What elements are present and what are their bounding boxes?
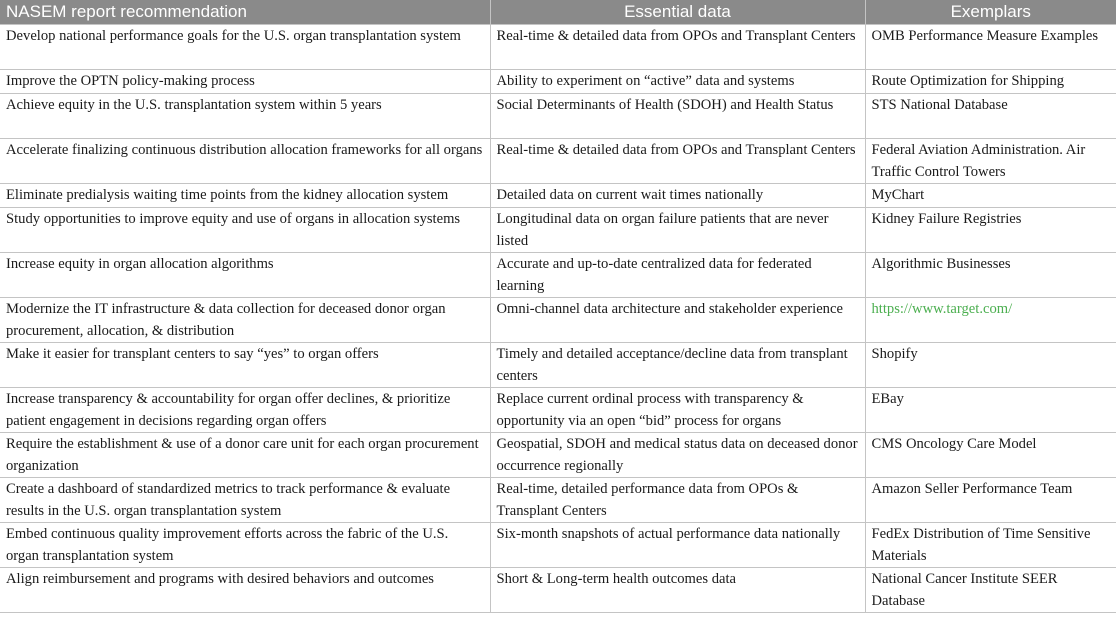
- essential-data-cell: Accurate and up-to-date centralized data for federated learning: [490, 253, 865, 298]
- header-essential-data: Essential data: [490, 0, 865, 25]
- recommendation-cell: Align reimbursement and programs with desired behaviors and outcomes: [0, 568, 490, 613]
- essential-data-cell: Geospatial, SDOH and medical status data on deceased donor occurrence regionally: [490, 433, 865, 478]
- header-row: [0, 0, 1116, 25]
- essential-data-cell: Real-time & detailed data from OPOs and Transplant Centers: [490, 25, 865, 70]
- recommendation-cell: Increase equity in organ allocation algorithms: [0, 253, 490, 298]
- exemplar-cell: Route Optimization for Shipping: [865, 70, 1116, 94]
- exemplar-cell: National Cancer Institute SEER Database: [865, 568, 1116, 613]
- table-row: [0, 139, 1116, 184]
- exemplar-cell: [865, 298, 1116, 343]
- exemplar-cell: FedEx Distribution of Time Sensitive Materials: [865, 523, 1116, 568]
- recommendation-cell: Improve the OPTN policy-making process: [0, 70, 490, 94]
- table-body: [0, 25, 1116, 613]
- header-recommendation: NASEM report recommendation: [0, 0, 490, 25]
- essential-data-cell: Detailed data on current wait times nationally: [490, 184, 865, 208]
- essential-data-cell: Short & Long-term health outcomes data: [490, 568, 865, 613]
- exemplar-cell: OMB Performance Measure Examples: [865, 25, 1116, 70]
- exemplar-cell: STS National Database: [865, 94, 1116, 139]
- exemplar-cell: Kidney Failure Registries: [865, 208, 1116, 253]
- recommendation-cell: Require the establishment & use of a donor care unit for each organ procurement organization: [0, 433, 490, 478]
- exemplar-cell: Federal Aviation Administration. Air Traffic Control Towers: [865, 139, 1116, 184]
- exemplar-cell: Amazon Seller Performance Team: [865, 478, 1116, 523]
- table-row: [0, 343, 1116, 388]
- header-exemplars: Exemplars: [865, 0, 1116, 25]
- table-row: [0, 70, 1116, 94]
- essential-data-cell: Social Determinants of Health (SDOH) and Health Status: [490, 94, 865, 139]
- essential-data-cell: Timely and detailed acceptance/decline data from transplant centers: [490, 343, 865, 388]
- table-row: [0, 94, 1116, 139]
- recommendation-cell: Embed continuous quality improvement efforts across the fabric of the U.S. organ transplantation system: [0, 523, 490, 568]
- recommendation-cell: Eliminate predialysis waiting time points from the kidney allocation system: [0, 184, 490, 208]
- essential-data-cell: Six-month snapshots of actual performance data nationally: [490, 523, 865, 568]
- recommendation-cell: Create a dashboard of standardized metrics to track performance & evaluate results in the U.S. organ transplantation system: [0, 478, 490, 523]
- table-row: [0, 208, 1116, 253]
- essential-data-cell: Omni-channel data architecture and stakeholder experience: [490, 298, 865, 343]
- target-link[interactable]: https://www.target.com/: [871, 301, 1013, 317]
- essential-data-cell: Replace current ordinal process with transparency & opportunity via an open “bid” process for organs: [490, 388, 865, 433]
- exemplar-cell: CMS Oncology Care Model: [865, 433, 1116, 478]
- table-row: [0, 523, 1116, 568]
- table-row: [0, 433, 1116, 478]
- exemplar-cell: Shopify: [865, 343, 1116, 388]
- recommendation-cell: Study opportunities to improve equity and use of organs in allocation systems: [0, 208, 490, 253]
- recommendation-cell: Achieve equity in the U.S. transplantation system within 5 years: [0, 94, 490, 139]
- exemplar-cell: EBay: [865, 388, 1116, 433]
- table-row: [0, 184, 1116, 208]
- table-row: [0, 478, 1116, 523]
- exemplar-cell: MyChart: [865, 184, 1116, 208]
- recommendation-cell: Make it easier for transplant centers to say “yes” to organ offers: [0, 343, 490, 388]
- table-row: [0, 568, 1116, 613]
- essential-data-cell: Real-time, detailed performance data from OPOs & Transplant Centers: [490, 478, 865, 523]
- recommendation-cell: Increase transparency & accountability for organ offer declines, & prioritize patient engagement in decisions regarding organ offers: [0, 388, 490, 433]
- exemplar-cell: Algorithmic Businesses: [865, 253, 1116, 298]
- recommendation-cell: Modernize the IT infrastructure & data collection for deceased donor organ procurement, allocation, & distribution: [0, 298, 490, 343]
- recommendation-cell: Accelerate finalizing continuous distribution allocation frameworks for all organs: [0, 139, 490, 184]
- essential-data-cell: Ability to experiment on “active” data and systems: [490, 70, 865, 94]
- table-header: [0, 0, 1116, 25]
- table-row: [0, 253, 1116, 298]
- essential-data-cell: Real-time & detailed data from OPOs and Transplant Centers: [490, 139, 865, 184]
- table-row: [0, 25, 1116, 70]
- table-row: [0, 298, 1116, 343]
- recommendation-cell: Develop national performance goals for the U.S. organ transplantation system: [0, 25, 490, 70]
- essential-data-cell: Longitudinal data on organ failure patients that are never listed: [490, 208, 865, 253]
- table-row: [0, 388, 1116, 433]
